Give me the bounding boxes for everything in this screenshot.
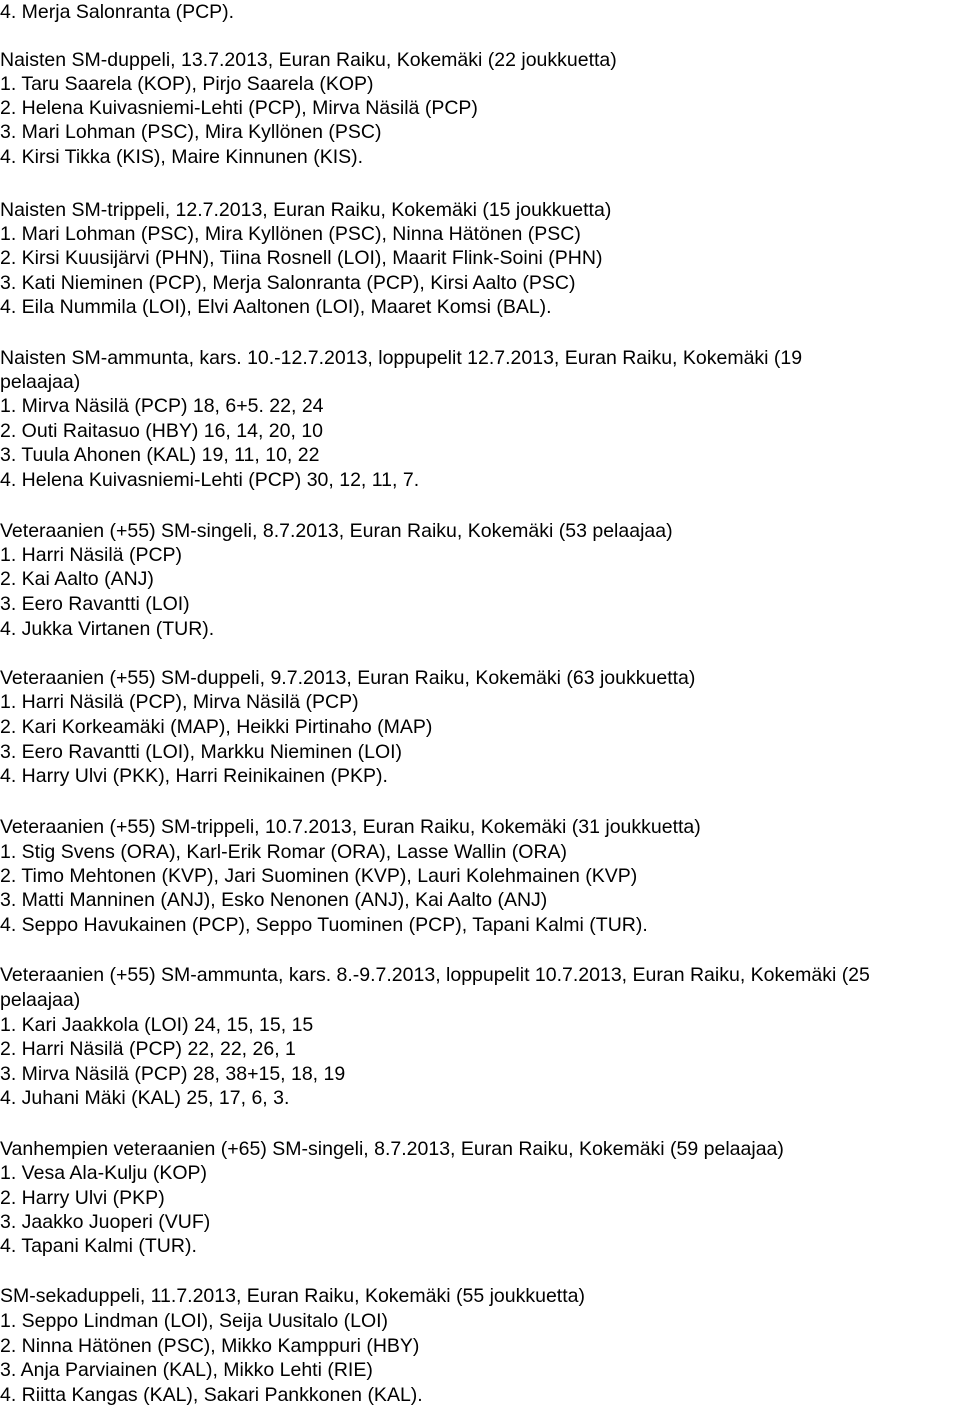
result-line: 3. Jaakko Juoperi (VUF)	[0, 1211, 211, 1233]
result-line: 4. Riitta Kangas (KAL), Sakari Pankkonen (KAL).	[0, 1384, 423, 1406]
event-heading: Vanhempien veteraanien (+65) SM-singeli, 8.7.2013, Euran Raiku, Kokemäki (59 pelaajaa)	[0, 1138, 784, 1160]
result-line: 3. Anja Parviainen (KAL), Mikko Lehti (RIE)	[0, 1359, 373, 1381]
result-line: 1. Vesa Ala-Kulju (KOP)	[0, 1162, 208, 1184]
result-line: 2. Harri Näsilä (PCP) 22, 22, 26, 1	[0, 1038, 296, 1060]
result-line: 2. Harry Ulvi (PKP)	[0, 1187, 165, 1209]
result-line: 3. Mari Lohman (PSC), Mira Kyllönen (PSC)	[0, 121, 382, 143]
event-heading: Naisten SM-trippeli, 12.7.2013, Euran Raiku, Kokemäki (15 joukkuetta)	[0, 199, 612, 221]
result-line: 3. Kati Nieminen (PCP), Merja Salonranta (PCP), Kirsi Aalto (PSC)	[0, 272, 576, 294]
result-line: 1. Mari Lohman (PSC), Mira Kyllönen (PSC), Ninna Hätönen (PSC)	[0, 223, 581, 245]
event-heading: Veteraanien (+55) SM-trippeli, 10.7.2013, Euran Raiku, Kokemäki (31 joukkuetta)	[0, 816, 701, 838]
event-heading: Veteraanien (+55) SM-ammunta, kars. 8.-9.7.2013, loppupelit 10.7.2013, Euran Raiku, Kokemäki (25	[0, 964, 870, 986]
result-line: 1. Taru Saarela (KOP), Pirjo Saarela (KOP)	[0, 73, 374, 95]
result-line: 1. Seppo Lindman (LOI), Seija Uusitalo (LOI)	[0, 1310, 389, 1332]
result-line: 4. Jukka Virtanen (TUR).	[0, 618, 215, 640]
event-heading: Veteraanien (+55) SM-duppeli, 9.7.2013, Euran Raiku, Kokemäki (63 joukkuetta)	[0, 667, 696, 689]
result-line: 2. Helena Kuivasniemi-Lehti (PCP), Mirva Näsilä (PCP)	[0, 97, 478, 119]
result-line: 4. Helena Kuivasniemi-Lehti (PCP) 30, 12, 11, 7.	[0, 469, 420, 491]
result-line: 1. Mirva Näsilä (PCP) 18, 6+5. 22, 24	[0, 395, 324, 417]
result-line: 3. Eero Ravantti (LOI)	[0, 593, 190, 615]
result-line: 3. Tuula Ahonen (KAL) 19, 11, 10, 22	[0, 444, 320, 466]
result-line: 2. Kai Aalto (ANJ)	[0, 568, 154, 590]
result-line: 3. Mirva Näsilä (PCP) 28, 38+15, 18, 19	[0, 1063, 346, 1085]
result-line: 1. Stig Svens (ORA), Karl-Erik Romar (ORA), Lasse Wallin (ORA)	[0, 841, 568, 863]
result-line: 4. Kirsi Tikka (KIS), Maire Kinnunen (KIS).	[0, 146, 364, 168]
result-line: 1. Harri Näsilä (PCP)	[0, 544, 183, 566]
event-heading: Veteraanien (+55) SM-singeli, 8.7.2013, Euran Raiku, Kokemäki (53 pelaajaa)	[0, 520, 673, 542]
event-heading-continued: pelaajaa)	[0, 989, 81, 1011]
result-line: 2. Kari Korkeamäki (MAP), Heikki Pirtinaho (MAP)	[0, 716, 433, 738]
event-heading: SM-sekaduppeli, 11.7.2013, Euran Raiku, Kokemäki (55 joukkuetta)	[0, 1285, 585, 1307]
result-line: 3. Eero Ravantti (LOI), Markku Nieminen (LOI)	[0, 741, 403, 763]
result-line: 4. Merja Salonranta (PCP).	[0, 1, 235, 23]
result-line: 1. Kari Jaakkola (LOI) 24, 15, 15, 15	[0, 1014, 314, 1036]
event-heading: Naisten SM-ammunta, kars. 10.-12.7.2013, loppupelit 12.7.2013, Euran Raiku, Kokemäki (19	[0, 347, 803, 369]
result-line: 4. Eila Nummila (LOI), Elvi Aaltonen (LOI), Maaret Komsi (BAL).	[0, 296, 552, 318]
result-line: 2. Timo Mehtonen (KVP), Jari Suominen (KVP), Lauri Kolehmainen (KVP)	[0, 865, 638, 887]
result-line: 4. Juhani Mäki (KAL) 25, 17, 6, 3.	[0, 1087, 290, 1109]
result-line: 2. Outi Raitasuo (HBY) 16, 14, 20, 10	[0, 420, 324, 442]
result-line: 1. Harri Näsilä (PCP), Mirva Näsilä (PCP)	[0, 691, 359, 713]
result-line: 3. Matti Manninen (ANJ), Esko Nenonen (ANJ), Kai Aalto (ANJ)	[0, 889, 548, 911]
result-line: 4. Harry Ulvi (PKK), Harri Reinikainen (PKP).	[0, 765, 388, 787]
result-line: 4. Tapani Kalmi (TUR).	[0, 1235, 197, 1257]
result-line: 2. Kirsi Kuusijärvi (PHN), Tiina Rosnell (LOI), Maarit Flink-Soini (PHN)	[0, 247, 603, 269]
event-heading: Naisten SM-duppeli, 13.7.2013, Euran Raiku, Kokemäki (22 joukkuetta)	[0, 49, 617, 71]
event-heading-continued: pelaajaa)	[0, 371, 81, 393]
result-line: 2. Ninna Hätönen (PSC), Mikko Kamppuri (HBY)	[0, 1335, 420, 1357]
result-line: 4. Seppo Havukainen (PCP), Seppo Tuominen (PCP), Tapani Kalmi (TUR).	[0, 914, 648, 936]
